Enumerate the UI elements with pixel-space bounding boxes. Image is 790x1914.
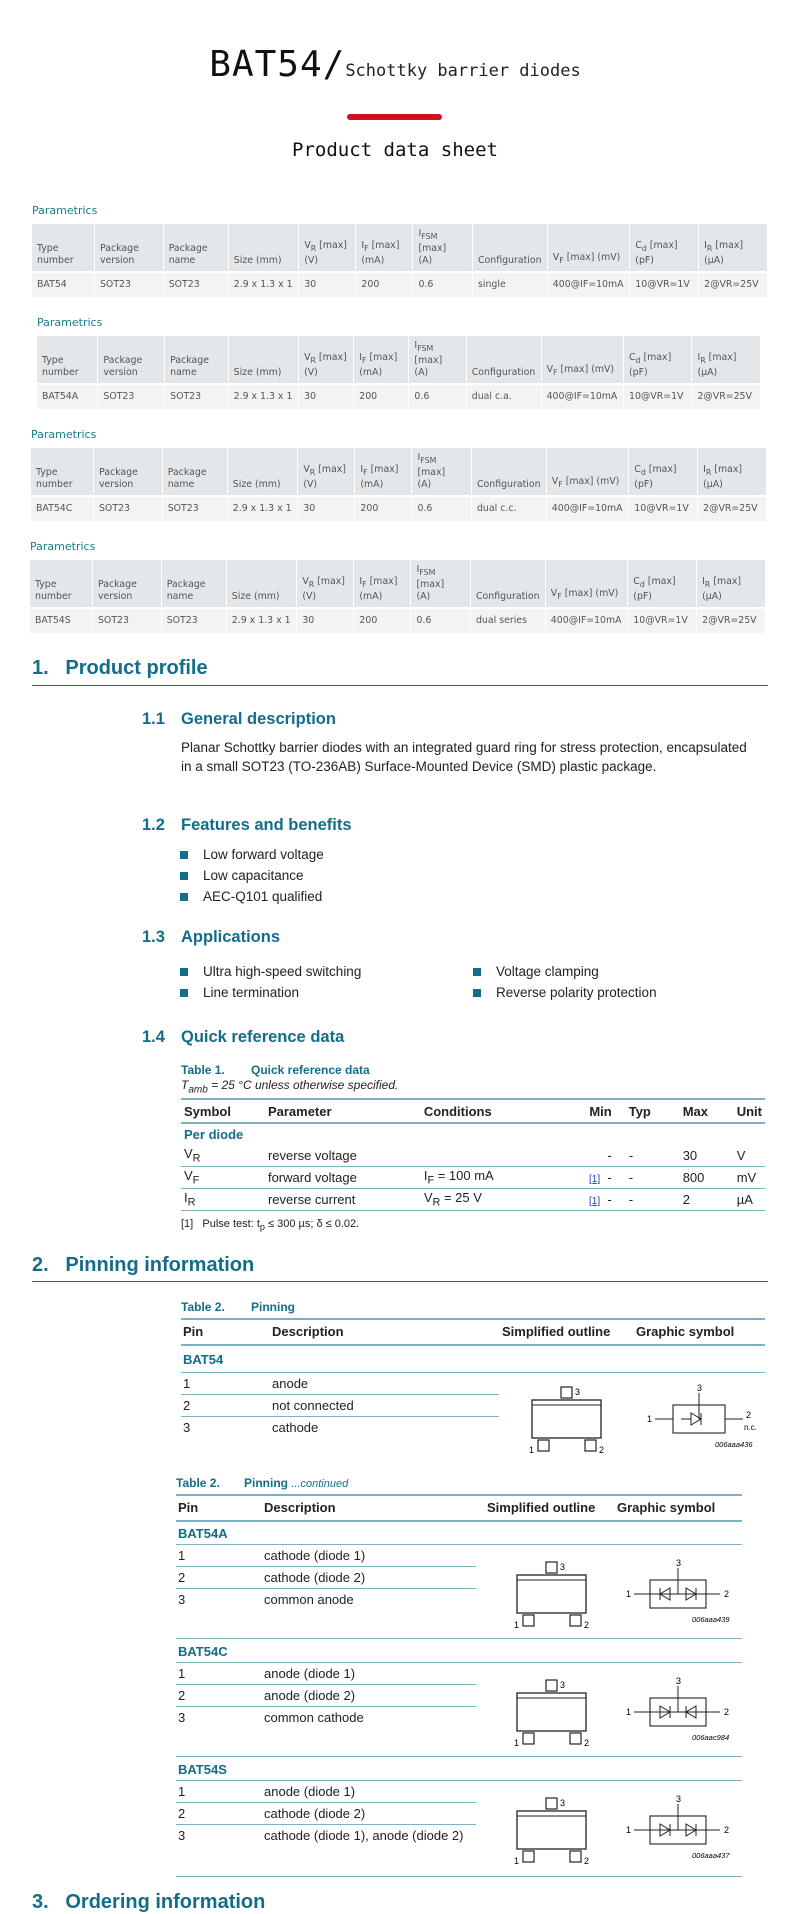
param-cell: 2@VR=25V (699, 272, 768, 297)
param-cell: single (472, 272, 547, 297)
pin-label: 2 (584, 1856, 590, 1866)
pin-label: 1 (514, 1738, 520, 1748)
pin-number: 1 (178, 1666, 186, 1681)
param-cell: SOT23 (98, 384, 165, 409)
param-col-header: Type number (37, 336, 98, 384)
param-col-header: Size (mm) (226, 560, 297, 608)
pin-description: cathode (diode 2) (264, 1806, 366, 1821)
param-col-header: Size (mm) (228, 336, 298, 384)
pin-label: 3 (697, 1383, 703, 1393)
figure-code: 006aaa437 (692, 1851, 730, 1860)
table-num: Table 1. (181, 1063, 225, 1077)
row-rule (181, 1416, 499, 1417)
row-rule (176, 1756, 742, 1757)
figure-code: 006aaa436 (715, 1440, 753, 1449)
sot23-outline-icon (506, 1794, 606, 1866)
param-row (37, 384, 761, 409)
table-cell: - (557, 1145, 626, 1167)
param-cell: 2.9 x 1.3 x 1 (227, 496, 298, 521)
pin-description: not connected (272, 1398, 354, 1413)
col-header: Description (272, 1324, 344, 1339)
section-1-heading (32, 657, 208, 680)
group-label: BAT54A (178, 1526, 228, 1541)
row-rule (176, 1566, 476, 1567)
subsection-title: General description (181, 710, 336, 728)
parametrics-label: Parametrics (37, 316, 103, 329)
param-col-header: $I_{FSM}$ [max] (A) (413, 224, 473, 272)
table-header-row (176, 1496, 742, 1522)
group-label: BAT54 (183, 1352, 224, 1367)
param-col-header: Package version (92, 560, 161, 608)
table2-caption (181, 1300, 295, 1314)
pin-number: 3 (178, 1592, 186, 1607)
feature-item: Low capacitance (203, 868, 304, 883)
pin-label: 2 (584, 1738, 590, 1748)
table-cell (421, 1145, 557, 1167)
sot23-outline-icon (506, 1676, 606, 1748)
param-col-header: Package version (94, 224, 163, 272)
figure-code: 006aac984 (692, 1733, 730, 1742)
subsection-title: Quick reference data (181, 1028, 345, 1046)
dual-diode-symbol-icon (624, 1558, 740, 1630)
pinning-table-continued (176, 1494, 742, 1877)
param-cell: SOT23 (165, 384, 229, 409)
pin-label: 3 (676, 1794, 682, 1804)
param-cell: 2.9 x 1.3 x 1 (228, 384, 298, 409)
doc-type: Product data sheet (292, 139, 498, 161)
col-header: Pin (178, 1500, 199, 1515)
application-item: Line termination (203, 985, 300, 1000)
doc-header (0, 44, 790, 85)
row-rule (176, 1662, 742, 1663)
col-header: Conditions (421, 1099, 557, 1123)
param-cell: 2.9 x 1.3 x 1 (228, 272, 299, 297)
param-col-header: Type number (32, 224, 94, 272)
row-rule (176, 1706, 476, 1707)
table-cell: 2 (680, 1189, 734, 1211)
param-cell: 400@IF=10mA (545, 608, 628, 633)
param-col-header: $C_d$ [max] (pF) (628, 560, 697, 608)
pin-number: 3 (183, 1420, 191, 1435)
param-col-header: $V_F$ [max] (mV) (547, 224, 630, 272)
col-header: Simplified outline (487, 1500, 596, 1515)
table-row (181, 1189, 765, 1211)
col-header: Min (557, 1099, 626, 1123)
param-cell: SOT23 (162, 496, 227, 521)
parametrics-block (32, 204, 768, 297)
application-item: Ultra high-speed switching (203, 964, 362, 979)
param-cell: 30 (299, 272, 356, 297)
col-header: Graphic symbol (636, 1324, 735, 1339)
subsection-num: 1.1 (142, 710, 165, 728)
pin-number: 1 (178, 1784, 186, 1799)
dual-diode-symbol-icon (624, 1794, 740, 1866)
table-cell: $I_F = 100$ mA (421, 1167, 557, 1189)
table-row (181, 1167, 765, 1189)
row-rule (176, 1684, 476, 1685)
subsection-1-1-heading (142, 710, 336, 729)
param-col-header: Configuration (466, 336, 541, 384)
param-col-header: Size (mm) (227, 448, 298, 496)
parametrics-block (30, 540, 766, 633)
group-label: BAT54S (178, 1762, 227, 1777)
param-cell: dual c.c. (471, 496, 546, 521)
param-col-header: $V_R$ [max] (V) (298, 448, 355, 496)
param-col-header: Size (mm) (228, 224, 299, 272)
section-title: Product profile (65, 657, 208, 679)
param-col-header: $V_F$ [max] (mV) (541, 336, 623, 384)
table-cell: - (626, 1167, 680, 1189)
table-cell: V (734, 1145, 765, 1167)
param-col-header: $C_d$ [max] (pF) (624, 336, 692, 384)
pin-label: 1 (514, 1856, 520, 1866)
section-num: 1. (32, 657, 49, 679)
col-header: Typ (626, 1099, 680, 1123)
pin-number: 3 (178, 1710, 186, 1725)
param-col-header: $I_R$ [max] (µA) (699, 224, 768, 272)
col-header: Max (680, 1099, 734, 1123)
table1-footnote: [1] Pulse test: $t_p \le 300$ µs; δ ≤ 0.02. (181, 1218, 360, 1233)
parametrics-table (32, 224, 768, 297)
table-cell: reverse voltage (265, 1145, 421, 1167)
col-header: Description (264, 1500, 336, 1515)
table1-note: $T_{amb} = 25$ °C unless otherwise specified. (181, 1078, 399, 1096)
feature-item: Low forward voltage (203, 847, 324, 862)
nc-label: n.c. (744, 1423, 757, 1432)
param-col-header: Configuration (470, 560, 545, 608)
col-header: Graphic symbol (617, 1500, 716, 1515)
figure-code: 006aaa439 (692, 1615, 730, 1624)
param-col-header: $I_F$ [max] (mA) (355, 448, 412, 496)
parametrics-label: Parametrics (32, 204, 98, 217)
param-col-header: $V_F$ [max] (mV) (546, 448, 629, 496)
pin-number: 3 (178, 1828, 186, 1843)
param-col-header: Configuration (472, 224, 547, 272)
application-item: Voltage clamping (496, 964, 599, 979)
col-header: Unit (734, 1099, 765, 1123)
symbol-cell: $I_R$ (181, 1189, 265, 1211)
subsection-num: 1.4 (142, 1028, 165, 1046)
param-col-header: $I_F$ [max] (mA) (354, 560, 411, 608)
col-header: Symbol (181, 1099, 265, 1123)
param-cell: SOT23 (92, 608, 161, 633)
param-cell: SOT23 (161, 608, 226, 633)
min-value: - (607, 1170, 612, 1185)
single-diode-symbol-icon (645, 1383, 765, 1455)
table-cell (557, 1167, 626, 1189)
param-col-header: $I_R$ [max] (µA) (698, 448, 767, 496)
pin-label: 3 (560, 1798, 566, 1808)
param-cell: 200 (356, 272, 413, 297)
param-cell: 0.6 (412, 496, 472, 521)
table-title: Quick reference data (251, 1063, 370, 1077)
param-col-header: $I_R$ [max] (µA) (697, 560, 766, 608)
table-num: Table 2. (181, 1300, 225, 1314)
footnote-link[interactable]: [1] (589, 1174, 601, 1185)
pin-number: 1 (183, 1376, 191, 1391)
pin-label: 2 (599, 1445, 605, 1455)
row-rule (176, 1588, 476, 1589)
pin-label: 1 (529, 1445, 535, 1455)
pin-description: anode (diode 2) (264, 1688, 356, 1703)
table1-caption (181, 1063, 370, 1077)
col-header: Pin (183, 1324, 204, 1339)
param-col-header: $I_F$ [max] (mA) (354, 336, 409, 384)
param-cell: BAT54 (32, 272, 94, 297)
pin-label: 1 (626, 1589, 632, 1599)
param-col-header: $C_d$ [max] (pF) (630, 224, 699, 272)
pin-label: 1 (626, 1825, 632, 1835)
param-cell: 2.9 x 1.3 x 1 (226, 608, 297, 633)
subsection-num: 1.2 (142, 816, 165, 834)
pin-number: 2 (183, 1398, 191, 1413)
section-title: Ordering information (65, 1891, 266, 1913)
red-divider (347, 114, 442, 120)
row-rule (181, 1394, 499, 1395)
table-num: Table 2. (176, 1476, 220, 1490)
table-header-row (181, 1320, 765, 1346)
param-cell: 200 (354, 384, 409, 409)
table-cell: 800 (680, 1167, 734, 1189)
doc-subtitle: Schottky barrier diodes (345, 61, 581, 81)
pin-label: 3 (575, 1387, 581, 1397)
pin-label: 1 (626, 1707, 632, 1717)
param-col-header: Package name (161, 560, 226, 608)
pin-label: 3 (676, 1676, 682, 1686)
table-title: Pinning (244, 1476, 288, 1490)
param-cell: 10@VR=1V (628, 608, 697, 633)
param-cell: 10@VR=1V (629, 496, 698, 521)
parametrics-label: Parametrics (31, 428, 97, 441)
param-col-header: Configuration (471, 448, 546, 496)
subsection-num: 1.3 (142, 928, 165, 946)
param-row (32, 272, 768, 297)
sot23-outline-icon (521, 1383, 621, 1455)
pin-description: cathode (diode 2) (264, 1570, 366, 1585)
subsection-1-3-heading (142, 928, 280, 947)
section-2-heading (32, 1254, 254, 1277)
pin-label: 2 (724, 1825, 730, 1835)
pin-label: 2 (584, 1620, 590, 1630)
pin-number: 2 (178, 1570, 186, 1585)
pin-label: 3 (560, 1680, 566, 1690)
subsection-title: Features and benefits (181, 816, 352, 834)
param-cell: 30 (297, 608, 354, 633)
pin-label: 2 (746, 1410, 752, 1420)
pinning-table (181, 1318, 765, 1455)
parametrics-block (37, 316, 761, 409)
param-cell: 10@VR=1V (624, 384, 692, 409)
subsection-title: Applications (181, 928, 281, 946)
parametrics-table (37, 336, 761, 409)
symbol-cell: $V_F$ (181, 1167, 265, 1189)
pin-label: 3 (560, 1562, 566, 1572)
symbol-cell: $V_R$ (181, 1145, 265, 1167)
pin-label: 1 (647, 1414, 653, 1424)
param-col-header: $V_R$ [max] (V) (299, 336, 354, 384)
row-rule (176, 1544, 742, 1545)
row-rule (176, 1780, 742, 1781)
param-cell: SOT23 (163, 272, 228, 297)
quick-reference-table (181, 1098, 765, 1211)
table-cell (557, 1189, 626, 1211)
param-cell: 2@VR=25V (698, 496, 767, 521)
table-cell: - (626, 1145, 680, 1167)
subsection-1-4-heading (142, 1028, 344, 1047)
section-num: 2. (32, 1254, 49, 1276)
param-col-header: $I_{FSM}$ [max] (A) (409, 336, 466, 384)
table-cell: - (626, 1189, 680, 1211)
pin-label: 1 (514, 1620, 520, 1630)
param-cell: BAT54S (30, 608, 92, 633)
param-cell: SOT23 (94, 272, 163, 297)
dual-diode-symbol-icon (624, 1676, 740, 1748)
table-title: Pinning (251, 1300, 295, 1314)
param-cell: 200 (354, 608, 411, 633)
param-col-header: $I_R$ [max] (µA) (692, 336, 761, 384)
row-rule (181, 1372, 765, 1373)
pin-description: anode (272, 1376, 309, 1391)
section-title: Pinning information (65, 1254, 255, 1276)
param-col-header: Type number (31, 448, 93, 496)
col-header: Simplified outline (502, 1324, 611, 1339)
col-header: Parameter (265, 1099, 421, 1123)
param-col-header: Type number (30, 560, 92, 608)
section-rule (32, 1281, 768, 1282)
table-cell: µA (734, 1189, 765, 1211)
param-col-header: $V_R$ [max] (V) (297, 560, 354, 608)
param-cell: 0.6 (413, 272, 473, 297)
param-col-header: $V_R$ [max] (V) (299, 224, 356, 272)
subsection-1-2-heading (142, 816, 352, 835)
param-row (31, 496, 767, 521)
feature-item: AEC-Q101 qualified (203, 889, 323, 904)
param-cell: SOT23 (93, 496, 162, 521)
pin-description: cathode (diode 1) (264, 1548, 366, 1563)
parametrics-table (30, 560, 766, 633)
param-col-header: Package name (165, 336, 229, 384)
sot23-outline-icon (506, 1558, 606, 1630)
application-item: Reverse polarity protection (496, 985, 657, 1000)
param-row (30, 608, 766, 633)
param-col-header: Package name (163, 224, 228, 272)
param-cell: 0.6 (411, 608, 471, 633)
continued-label: ...continued (291, 1478, 349, 1490)
table-cell: mV (734, 1167, 765, 1189)
param-cell: 400@IF=10mA (546, 496, 629, 521)
section-num: 3. (32, 1891, 49, 1913)
parametrics-table (31, 448, 767, 521)
general-description: Planar Schottky barrier diodes with an integrated guard ring for stress protection, encapsulated in a small SOT23 (TO-236AB) Surface-Mounted Device (SMD) plastic package. (181, 740, 747, 774)
pin-description: common anode (264, 1592, 354, 1607)
pin-description: cathode (272, 1420, 319, 1435)
param-col-header: Package name (162, 448, 227, 496)
pin-description: cathode (diode 1), anode (diode 2) (264, 1828, 464, 1843)
section-rule (32, 685, 768, 686)
row-rule (176, 1638, 742, 1639)
param-col-header: $V_F$ [max] (mV) (545, 560, 628, 608)
pin-description: common cathode (264, 1710, 364, 1725)
param-cell: 30 (298, 496, 355, 521)
table-cell: forward voltage (265, 1167, 421, 1189)
param-cell: 200 (355, 496, 412, 521)
pin-label: 3 (676, 1558, 682, 1568)
param-col-header: $I_{FSM}$ [max] (A) (412, 448, 472, 496)
group-label: BAT54C (178, 1644, 228, 1659)
pin-label: 2 (724, 1589, 730, 1599)
pin-description: anode (diode 1) (264, 1666, 356, 1681)
row-rule (176, 1824, 476, 1825)
table-row (181, 1145, 765, 1167)
table-cell: 30 (680, 1145, 734, 1167)
pin-label: 2 (724, 1707, 730, 1717)
param-col-header: Package version (93, 448, 162, 496)
row-rule (176, 1802, 476, 1803)
param-cell: 2@VR=25V (697, 608, 766, 633)
param-cell: 30 (299, 384, 354, 409)
pin-description: anode (diode 1) (264, 1784, 356, 1799)
param-col-header: $C_d$ [max] (pF) (629, 448, 698, 496)
param-cell: dual series (470, 608, 545, 633)
param-cell: dual c.a. (466, 384, 541, 409)
param-col-header: $I_F$ [max] (mA) (356, 224, 413, 272)
param-cell: 400@IF=10mA (541, 384, 623, 409)
parametrics-label: Parametrics (30, 540, 96, 553)
min-value: - (607, 1192, 612, 1207)
param-col-header: $I_{FSM}$ [max] (A) (411, 560, 471, 608)
param-cell: 400@IF=10mA (547, 272, 630, 297)
table2-continued-caption (176, 1476, 348, 1490)
footnote-link[interactable]: [1] (589, 1196, 601, 1207)
part-number: BAT54/ (209, 44, 346, 85)
param-cell: 0.6 (409, 384, 466, 409)
param-cell: BAT54C (31, 496, 93, 521)
param-cell: 2@VR=25V (692, 384, 761, 409)
param-col-header: Package version (98, 336, 165, 384)
table-group-label: Per diode (184, 1127, 244, 1142)
table-cell: reverse current (265, 1189, 421, 1211)
pin-number: 1 (178, 1548, 186, 1563)
pin-number: 2 (178, 1688, 186, 1703)
param-cell: BAT54A (37, 384, 98, 409)
param-cell: 10@VR=1V (630, 272, 699, 297)
pin-number: 2 (178, 1806, 186, 1821)
parametrics-block (31, 428, 767, 521)
table-cell: $V_R = 25$ V (421, 1189, 557, 1211)
